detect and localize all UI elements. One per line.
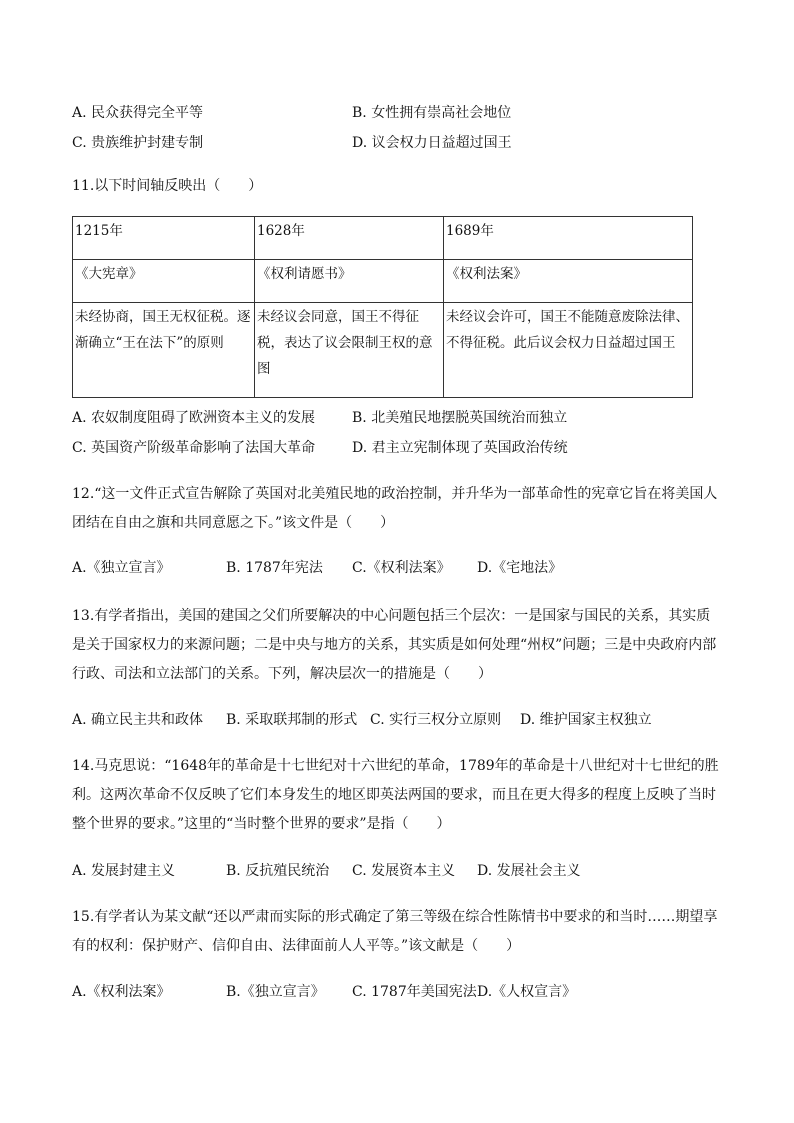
timeline-document-cell: 《权利请愿书》 (255, 260, 444, 303)
timeline-document-row (73, 260, 693, 303)
timeline-content-cell: 未经协商，国王无权征税。逐渐确立“王在法下”的原则 (73, 303, 255, 398)
q14-stem: 14.马克思说：“1648年的革命是十七世纪对十六世纪的革命，1789年的革命是十八世纪对十七世纪的胜利。这两次革命不仅反映了它们本身发生的地区即英法两国的要求，而且在更大得多的程度上反映了当时整个世界的要求。”这里的“当时整个世界的要求”是指（ ） (72, 758, 719, 832)
q11-stem: 11.以下时间轴反映出（ ） (72, 178, 263, 194)
q10-option-a: A. 民众获得完全平等 (72, 105, 204, 121)
q10-option-d: D. 议会权力日益超过国王 (352, 135, 512, 151)
q12-stem: 12.“这一文件正式宣告解除了英国对北美殖民地的政治控制，并升华为一部革命性的宪章它旨在将美国人团结在自由之旗和共同意愿之下。”该文件是（ ） (72, 486, 718, 531)
q14-option-c: C. 发展资本主义 (352, 863, 456, 879)
q13-stem: 13.有学者指出，美国的建国之父们所要解决的中心问题包括三个层次：一是国家与国民的关系，其实质是关于国家权力的来源问题；二是中央与地方的关系，其实质是如何处理“州权”问题；三是中央政府内部行政、司法和立法部门的关系。下列，解决层次一的措施是（ ） (72, 608, 717, 682)
q12-option-d: D.《宅地法》 (477, 560, 563, 576)
timeline-document-cell: 《大宪章》 (73, 260, 255, 303)
q10-option-b: B. 女性拥有崇高社会地位 (352, 105, 512, 121)
q12-option-c: C.《权利法案》 (352, 560, 451, 576)
q10-option-c: C. 贵族维护封建专制 (72, 135, 204, 151)
q13-option-c: C. 实行三权分立原则 (370, 712, 502, 728)
timeline-year-row (73, 217, 693, 260)
q15-stem: 15.有学者认为某文献“还以严肃而实际的形式确定了第三等级在综合性陈情书中要求的和当时……期望享有的权利：保护财产、信仰自由、法律面前人人平等。”该文献是（ ） (72, 909, 718, 954)
timeline-year-cell: 1628年 (255, 217, 444, 260)
q15-option-a: A.《权利法案》 (72, 984, 171, 1000)
q13-option-d: D. 维护国家主权独立 (520, 712, 652, 728)
q15-option-d: D.《人权宣言》 (477, 984, 577, 1000)
q14-option-b: B. 反抗殖民统治 (226, 863, 330, 879)
timeline-document-cell: 《权利法案》 (444, 260, 693, 303)
timeline-year-cell: 1689年 (444, 217, 693, 260)
timeline-content-cell: 未经议会同意，国王不得征税，表达了议会限制王权的意图 (255, 303, 444, 398)
q12-option-b: B. 1787年宪法 (226, 560, 323, 576)
q11-option-b: B. 北美殖民地摆脱英国统治而独立 (352, 410, 568, 426)
q15-option-b: B.《独立宣言》 (226, 984, 325, 1000)
q11-option-c: C. 英国资产阶级革命影响了法国大革命 (72, 440, 316, 456)
timeline-year-cell: 1215年 (73, 217, 255, 260)
q15-option-c: C. 1787年美国宪法 (352, 984, 477, 1000)
timeline-content-cell: 未经议会许可，国王不能随意废除法律、不得征税。此后议会权力日益超过国王 (444, 303, 693, 398)
q11-option-a: A. 农奴制度阻碍了欧洲资本主义的发展 (72, 410, 316, 426)
q13-option-a: A. 确立民主共和政体 (72, 712, 204, 728)
q14-option-a: A. 发展封建主义 (72, 863, 176, 879)
q12-option-a: A.《独立宣言》 (72, 560, 171, 576)
q13-option-b: B. 采取联邦制的形式 (226, 712, 358, 728)
timeline-table (72, 216, 693, 398)
q11-option-d: D. 君主立宪制体现了英国政治传统 (352, 440, 568, 456)
q14-option-d: D. 发展社会主义 (477, 863, 581, 879)
timeline-content-row (73, 303, 693, 398)
